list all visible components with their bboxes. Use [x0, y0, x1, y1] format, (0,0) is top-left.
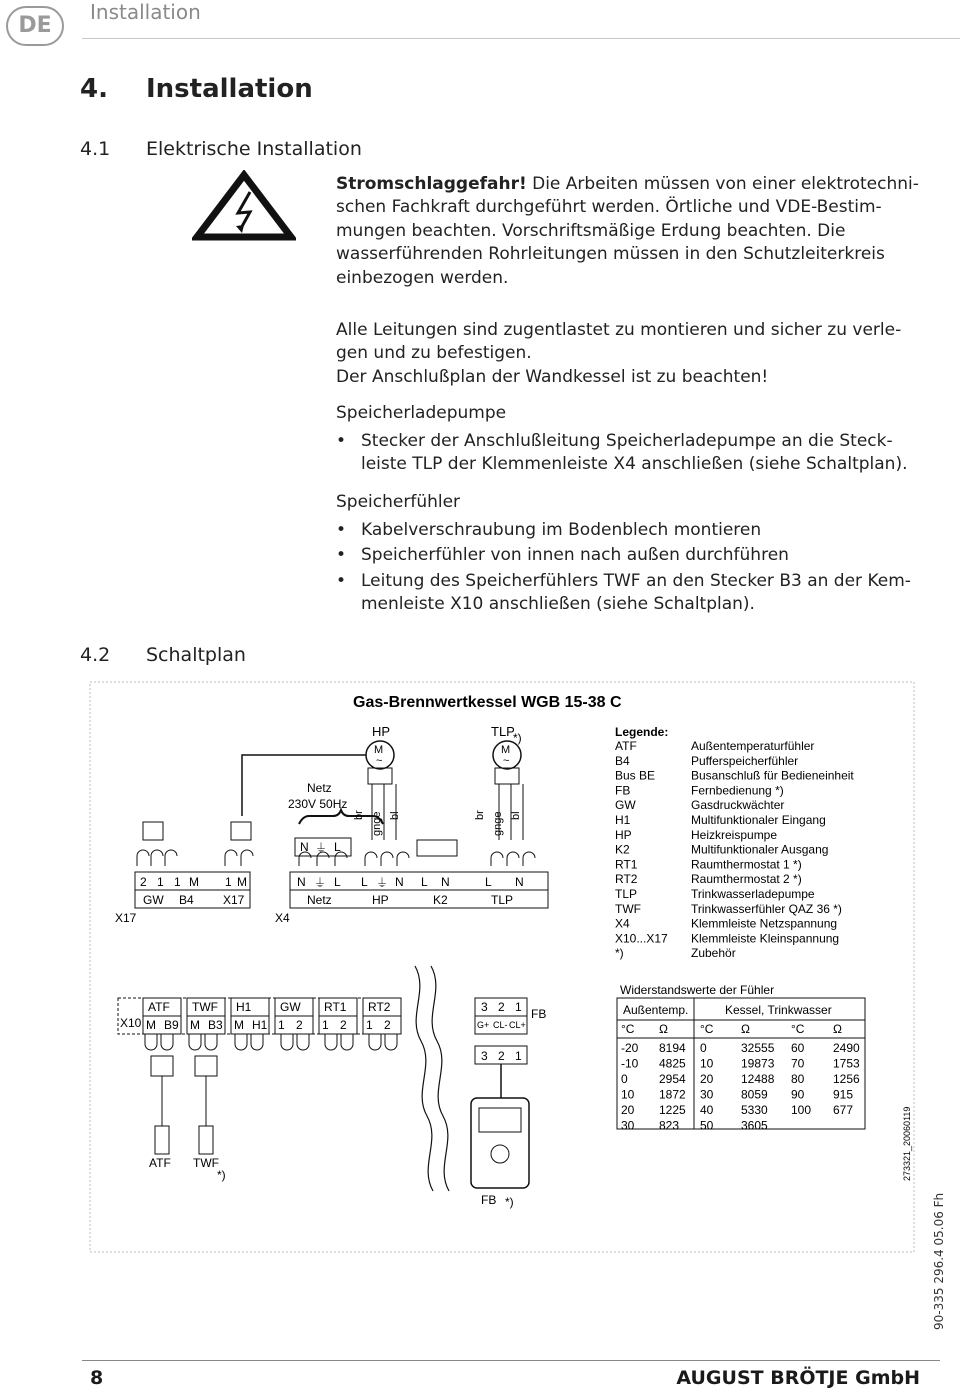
warning-line-1: Die Arbeiten müssen von einer elektrotechni-: [526, 174, 919, 194]
resistance-cell: 2490: [833, 1041, 860, 1055]
wire-br-label: br: [474, 810, 486, 820]
unit-label: Ω: [659, 1022, 668, 1036]
terminal-label: 2: [384, 1018, 391, 1032]
fb-strip-label: FB: [531, 1007, 547, 1021]
legend-description: Fernbedienung *): [691, 783, 784, 798]
resistance-cell: 915: [833, 1087, 854, 1102]
unit-label: °C: [700, 1022, 714, 1036]
terminal-label: L: [421, 875, 428, 889]
electric-shock-warning-icon: [192, 170, 296, 242]
list-item-line: Leitung des Speicherfühlers TWF an den Stecker B3 an der Kem-: [361, 570, 911, 591]
resistance-cell: 0: [621, 1072, 628, 1086]
subsection-title: Elektrische Installation: [146, 138, 362, 160]
legend-description: Gasdruckwächter: [691, 798, 785, 813]
terminal-label: L: [334, 875, 341, 889]
list-item: [336, 430, 936, 477]
legend-description: Multifunktionaler Ausgang: [691, 842, 829, 857]
list-item: [336, 570, 936, 617]
terminal-label: ⏚: [314, 876, 327, 890]
motor-m-label: M: [374, 744, 384, 756]
legend-key: FB: [615, 783, 631, 798]
terminal-label: 1: [515, 1049, 522, 1063]
legend-description: Trinkwasserfühler QAZ 36 *): [691, 901, 842, 916]
terminal-label: M: [234, 1018, 244, 1032]
x4-label: X4: [275, 911, 290, 925]
terminal-label: L: [485, 875, 492, 889]
atf-sensor-label: ATF: [149, 1156, 171, 1170]
wire-gnge-label: gnge: [371, 811, 383, 836]
legend-key: B4: [615, 753, 630, 768]
terminal-label: 1: [225, 875, 232, 889]
resistance-cell: 4825: [659, 1056, 686, 1071]
speicherladepumpe-heading: Speicherladepumpe: [336, 403, 507, 423]
unit-label: Ω: [741, 1022, 750, 1036]
list-item-line: leiste TLP der Klemmenleiste X4 anschließen (siehe Schaltplan).: [361, 454, 908, 475]
terminal-label: M: [237, 875, 247, 889]
legend-title: Legende:: [615, 725, 669, 739]
x17-label: X17: [115, 911, 137, 925]
terminal-signal: CL+: [509, 1020, 526, 1030]
note-line-3: Der Anschlußplan der Wandkessel ist zu beachten!: [336, 366, 769, 387]
motor-m-label: M: [501, 744, 511, 756]
tlp-label: TLP: [491, 724, 515, 739]
resistance-cell: 1256: [833, 1072, 860, 1086]
note-line-1: Alle Leitungen sind zugentlastet zu montieren und sicher zu verle-: [336, 320, 902, 340]
terminal-label: N: [300, 840, 309, 854]
legend-description: Raumthermostat 2 *): [691, 872, 802, 887]
legend-description: Pufferspeicherfühler: [691, 753, 799, 768]
legend-description: Klemmleiste Netzspannung: [691, 916, 838, 931]
fb-device-label: FB: [481, 1193, 497, 1207]
running-header-title: Installation: [90, 0, 201, 24]
subsection-heading-electrical: [80, 138, 362, 160]
legend-description: Multifunktionaler Eingang: [691, 813, 826, 827]
section-title: Installation: [146, 74, 313, 104]
footer-divider: [82, 1360, 940, 1361]
resistance-table-title: Widerstandswerte der Fühler: [620, 983, 775, 997]
resistance-cell: 3605: [741, 1118, 768, 1133]
list-item-line: menleiste X10 anschließen (siehe Schaltplan).: [361, 594, 755, 615]
resistance-cell: 12488: [741, 1072, 775, 1086]
terminal-label: 3: [481, 1049, 488, 1063]
warning-line-2: schen Fachkraft durchgeführt werden. Örtliche und VDE-Bestim-: [336, 197, 882, 218]
terminal-label: ⏚: [315, 841, 328, 855]
terminal-label: L: [334, 840, 341, 854]
resistance-cell: 677: [833, 1103, 854, 1117]
fb-accessory-mark: *): [505, 1195, 514, 1209]
resistance-cell: -10: [621, 1056, 639, 1071]
resistance-cell: 1753: [833, 1056, 860, 1071]
terminal-label: 1: [515, 1000, 522, 1014]
legend-key: *): [615, 946, 624, 961]
subsection-heading-schaltplan: [80, 644, 246, 666]
list-item: • Kabelverschraubung im Bodenblech montieren: [336, 519, 936, 542]
terminal-label: 2: [498, 1049, 505, 1063]
resistance-cell: 8059: [741, 1087, 768, 1102]
subsection-number: 4.2: [80, 644, 111, 666]
group-label: RT1: [324, 1000, 347, 1014]
group-label: TLP: [491, 893, 514, 907]
twf-accessory-mark: *): [217, 1168, 226, 1182]
company-name: AUGUST BRÖTJE GmbH: [676, 1367, 920, 1389]
resistance-cell: 0: [700, 1041, 707, 1055]
wire-bl-label: bl: [510, 811, 522, 820]
resistance-cell: 1225: [659, 1103, 686, 1117]
warning-line-3: mungen beachten. Vorschriftsmäßige Erdung beachten. Die: [336, 220, 846, 241]
legend-key: X10...X17: [615, 931, 668, 946]
speicherfuehler-list: [336, 519, 936, 619]
terminal-label: 1: [278, 1018, 285, 1032]
legend-description: Heizkreispumpe: [691, 827, 778, 842]
unit-label: °C: [621, 1022, 635, 1036]
resistance-cell: 20: [700, 1072, 714, 1086]
netz-label: Netz: [307, 781, 332, 795]
resistance-cell: 40: [700, 1103, 714, 1117]
speicherfuehler-heading: Speicherfühler: [336, 492, 461, 512]
group-label: B4: [179, 893, 194, 907]
legend-key: Bus BE: [615, 768, 656, 783]
terminal-label: 1: [174, 875, 181, 889]
terminal-label: H1: [252, 1018, 268, 1032]
resistance-cell: 10: [621, 1087, 635, 1102]
terminal-label: 1: [322, 1018, 329, 1032]
resistance-cell: 5330: [741, 1103, 768, 1117]
wire-gnge-label: gnge: [492, 811, 504, 836]
terminal-label: 2: [296, 1018, 303, 1032]
group-label: RT2: [368, 1000, 391, 1014]
resistance-cell: -20: [621, 1041, 639, 1055]
terminal-label: B3: [208, 1018, 223, 1032]
page-number: 8: [90, 1367, 104, 1389]
terminal-label: N: [297, 875, 306, 889]
terminal-signal: G+: [477, 1020, 490, 1030]
unit-label: Ω: [833, 1022, 842, 1036]
resistance-cell: 30: [700, 1087, 714, 1102]
legend-key: TLP: [615, 887, 638, 901]
document-code: 90-335 296.4 05.06 Fh: [932, 1192, 946, 1330]
legend-description: Busanschluß für Bedieneinheit: [691, 768, 854, 783]
drawing-code: 273321_20060119: [902, 1106, 912, 1181]
section-heading: [80, 74, 313, 104]
section-number: 4.: [80, 74, 108, 104]
group-label: TWF: [192, 1000, 218, 1014]
terminal-label: 1: [366, 1018, 373, 1032]
group-label: GW: [143, 893, 164, 907]
legend-description: Außentemperaturfühler: [691, 739, 815, 753]
motor-tilde: ~: [503, 755, 510, 767]
legend-key: X4: [615, 916, 630, 931]
resistance-cell: 10: [700, 1056, 714, 1071]
terminal-label: 2: [498, 1000, 505, 1014]
terminal-label: 1: [157, 875, 164, 889]
resistance-cell: 50: [700, 1118, 714, 1133]
wire-bl-label: bl: [389, 811, 401, 820]
resistance-cell: 2954: [659, 1072, 686, 1086]
list-item-line: Stecker der Anschlußleitung Speicherladepumpe an die Steck-: [361, 431, 893, 451]
legend-key: ATF: [615, 739, 637, 753]
legend-description: Klemmleiste Kleinspannung: [691, 931, 840, 946]
legend-description: Zubehör: [691, 946, 736, 961]
legend-description: Raumthermostat 1 *): [691, 857, 802, 872]
resistance-col-header: Kessel, Trinkwasser: [725, 1003, 832, 1017]
group-label: H1: [236, 1000, 252, 1014]
resistance-cell: 30: [621, 1118, 635, 1133]
legend-key: H1: [615, 813, 631, 827]
resistance-cell: 19873: [741, 1056, 775, 1071]
terminal-label: M: [189, 875, 199, 889]
terminal-signal: CL-: [493, 1020, 508, 1030]
legend-key: GW: [615, 798, 636, 813]
terminal-label: N: [441, 875, 450, 889]
resistance-cell: 80: [791, 1072, 805, 1086]
resistance-col-header: Außentemp.: [623, 1003, 689, 1017]
group-label: ATF: [148, 1000, 170, 1014]
language-badge: DE: [6, 6, 64, 46]
terminal-label: L: [361, 875, 368, 889]
header-divider: [82, 38, 960, 39]
legend-key: RT1: [615, 857, 638, 872]
terminal-label: 2: [140, 875, 147, 889]
unit-label: °C: [791, 1022, 805, 1036]
group-label: HP: [372, 893, 389, 907]
resistance-cell: 70: [791, 1056, 805, 1071]
list-item: • Speicherfühler von innen nach außen durchführen: [336, 544, 936, 567]
note-line-2: gen und zu befestigen.: [336, 343, 532, 364]
legend-key: TWF: [615, 901, 641, 916]
warning-line-5: einbezogen werden.: [336, 267, 509, 288]
group-label: X17: [223, 893, 245, 907]
diagram-title: Gas-Brennwertkessel WGB 15-38 C: [353, 694, 622, 711]
notes-block: [336, 319, 936, 389]
group-label: GW: [280, 1000, 301, 1014]
warning-text-block: [336, 173, 936, 290]
terminal-label: N: [395, 875, 404, 889]
motor-tilde: ~: [376, 755, 383, 767]
x10-label: X10: [120, 1016, 142, 1030]
twf-sensor-label: TWF: [193, 1156, 219, 1170]
resistance-cell: 8194: [659, 1041, 686, 1055]
group-label: K2: [433, 893, 448, 907]
legend-description: Trinkwasserladepumpe: [691, 887, 815, 901]
warning-line-4: wasserführenden Rohrleitungen müssen in den Schutzleiterkreis: [336, 244, 885, 265]
terminal-label: B9: [164, 1018, 179, 1032]
subsection-title: Schaltplan: [146, 644, 246, 666]
netz-spec: 230V 50Hz: [288, 797, 348, 811]
terminal-label: ⏚: [376, 876, 389, 890]
resistance-cell: 823: [659, 1118, 680, 1133]
resistance-cell: 32555: [741, 1041, 775, 1055]
wire-br-label: br: [353, 810, 365, 820]
terminal-label: 3: [481, 1000, 488, 1014]
hp-label: HP: [372, 724, 391, 739]
terminal-label: N: [515, 875, 524, 889]
legend-key: HP: [615, 827, 632, 842]
resistance-cell: 100: [791, 1103, 812, 1117]
tlp-accessory-mark: *): [513, 731, 522, 745]
legend-key: RT2: [615, 872, 638, 887]
resistance-cell: 1872: [659, 1087, 686, 1102]
resistance-cell: 60: [791, 1041, 805, 1055]
terminal-label: M: [146, 1018, 156, 1032]
resistance-cell: 90: [791, 1087, 805, 1102]
wiring-diagram: [85, 676, 920, 1256]
speicherladepumpe-list: [336, 430, 936, 479]
legend-key: K2: [615, 842, 630, 857]
terminal-label: 2: [340, 1018, 347, 1032]
terminal-label: M: [190, 1018, 200, 1032]
subsection-number: 4.1: [80, 138, 111, 160]
resistance-cell: 20: [621, 1103, 635, 1117]
warning-lead: Stromschlaggefahr!: [336, 174, 527, 194]
group-label: Netz: [307, 893, 332, 907]
